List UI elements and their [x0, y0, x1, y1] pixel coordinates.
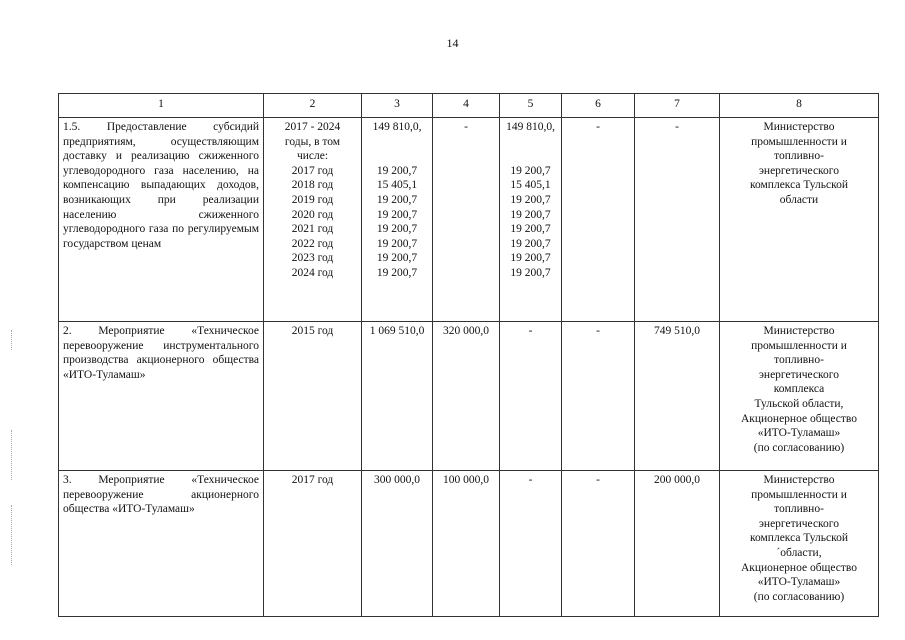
program-table [58, 93, 879, 617]
period-cell [264, 118, 362, 322]
amount-year: 19 200,7 [510, 237, 551, 250]
measure-description: 1.5. Предоставление субсидий предприятиям, осуществляющим доставку и реализацию сжиженного углеводородного газа населению, на компенсацию выпадающих доходов, возникающих при реализации населению сжиженного углеводородного газа по регулируемым государством ценам [59, 118, 264, 322]
executor-line: (по согласованию) [753, 441, 845, 454]
amount-year: 19 200,7 [376, 237, 418, 250]
executor-line: комплекса [773, 383, 825, 396]
amount-year: 19 200,7 [510, 208, 551, 221]
amount-cell: 100 000,0 [433, 471, 500, 617]
period-line: 2017 год [291, 164, 334, 177]
executor-line: Министерство [763, 474, 835, 486]
amount-cell: - [562, 118, 635, 322]
amount-cell: - [500, 322, 562, 471]
amount-cell [500, 118, 562, 322]
period-line: 2020 год [291, 208, 334, 221]
amount-cell: - [635, 118, 720, 322]
header-cell: 7 [635, 94, 720, 118]
margin-mark [11, 430, 15, 480]
amount-total-cell [362, 118, 433, 322]
executor-line: Акционерное общество [740, 412, 858, 425]
amount-year: 19 200,7 [376, 266, 418, 279]
executor-line: промышленности и [751, 339, 847, 352]
period-line: 2022 год [291, 237, 334, 250]
amount-year: 19 200,7 [376, 208, 418, 221]
amount-year: 19 200,7 [376, 193, 418, 206]
amount-year: 19 200,7 [510, 266, 551, 279]
header-row [59, 94, 879, 118]
amount-year: 19 200,7 [376, 223, 418, 236]
amount-cell: 1 069 510,0 [362, 322, 433, 471]
period-line: 2017 - 2024 [284, 121, 341, 133]
amount-cell: - [433, 118, 500, 322]
measure-description: 3. Мероприятие «Техническое перевооружение акционерного общества «ИТО-Туламаш» [59, 471, 264, 617]
executor-line: топливно- [774, 354, 824, 367]
amount-cell: 749 510,0 [635, 322, 720, 471]
period-line: 2018 год [291, 179, 334, 192]
period-line: годы, в том [284, 135, 341, 148]
page-number: 14 [446, 36, 459, 50]
executor-line: энергетического [758, 517, 839, 530]
executor-line: топливно- [774, 150, 824, 163]
executor-line: Министерство [763, 121, 835, 133]
margin-mark [11, 330, 15, 350]
amount-cell: - [500, 471, 562, 617]
period-cell: 2017 год [264, 471, 362, 617]
amount-year: 15 405,1 [376, 179, 418, 192]
amount-cell: - [562, 471, 635, 617]
executor-line: области [779, 193, 819, 206]
executor-line: энергетического [758, 164, 839, 177]
period-cell: 2015 год [264, 322, 362, 471]
period-line: числе: [296, 150, 329, 163]
executor-line: «ИТО-Туламаш» [757, 576, 841, 589]
amount-cell: - [562, 322, 635, 471]
amount-cell: 320 000,0 [433, 322, 500, 471]
header-cell: 5 [500, 94, 562, 118]
executor-cell [720, 471, 879, 617]
amount-year: 19 200,7 [510, 223, 551, 236]
table-row [59, 471, 879, 617]
amount-year: 19 200,7 [510, 164, 551, 177]
header-cell: 6 [562, 94, 635, 118]
header-cell: 8 [720, 94, 879, 118]
amount-cell: 300 000,0 [362, 471, 433, 617]
executor-line: Акционерное общество [740, 561, 858, 574]
header-cell: 3 [362, 94, 433, 118]
executor-line: Министерство [763, 325, 835, 337]
executor-cell [720, 118, 879, 322]
amount-cell: 200 000,0 [635, 471, 720, 617]
margin-mark [11, 505, 15, 565]
amount-year: 19 200,7 [510, 193, 551, 206]
table-row [59, 322, 879, 471]
period-line: 2024 год [291, 266, 334, 279]
amount-year: 19 200,7 [510, 252, 551, 265]
executor-line: (по согласованию) [753, 590, 845, 603]
executor-line: ´области, [776, 546, 822, 559]
executor-cell [720, 322, 879, 471]
executor-line: Тульской области, [754, 397, 844, 410]
amount-year: 15 405,1 [510, 179, 551, 192]
period-line: 2019 год [291, 193, 334, 206]
amount-year: 19 200,7 [376, 252, 418, 265]
executor-line: комплекса Тульской [749, 532, 849, 545]
executor-line: промышленности и [751, 135, 847, 148]
measure-description: 2. Мероприятие «Техническое перевооружение инструментального производства акционерного общества «ИТО-Туламаш» [59, 322, 264, 471]
header-cell: 2 [264, 94, 362, 118]
period-line: 2021 год [291, 223, 334, 236]
amount-year: 19 200,7 [376, 164, 418, 177]
amount-total: 149 810,0, [506, 121, 555, 133]
executor-line: промышленности и [751, 488, 847, 501]
table-row [59, 118, 879, 322]
executor-line: энергетического [758, 368, 839, 381]
header-cell: 1 [59, 94, 264, 118]
amount-total: 149 810,0, [372, 121, 422, 133]
period-line: 2023 год [291, 252, 334, 265]
executor-line: топливно- [774, 503, 824, 516]
executor-line: «ИТО-Туламаш» [757, 427, 841, 440]
executor-line: комплекса Тульской [749, 179, 849, 192]
header-cell: 4 [433, 94, 500, 118]
